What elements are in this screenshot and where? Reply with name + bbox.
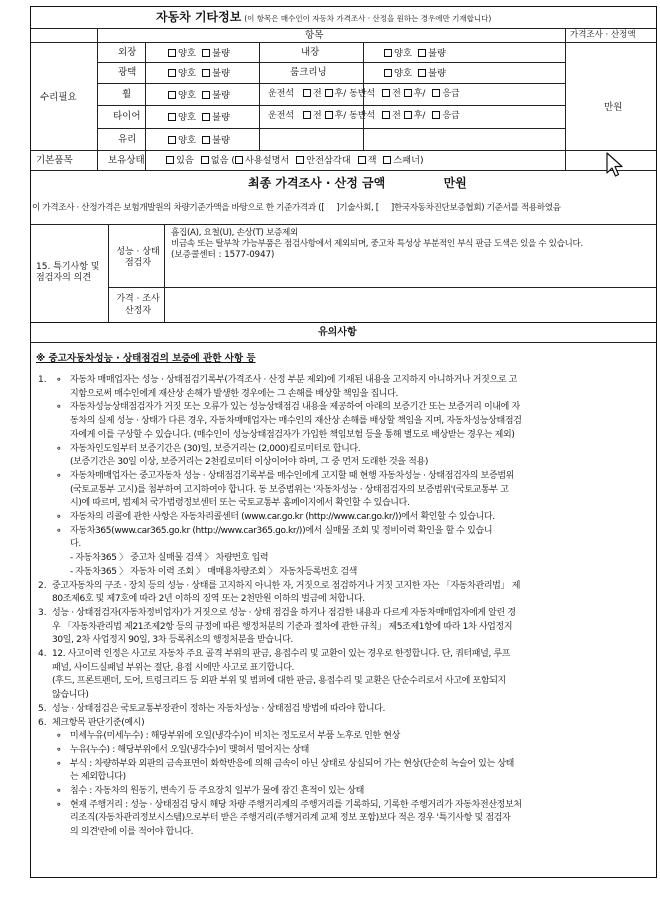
notice-line: 자동차인도일부터 보증기간은 (30)일, 보증거리는 (2,000)킬로미터로 합니다. bbox=[70, 443, 361, 454]
bullet-icon: ∘ bbox=[56, 402, 62, 413]
bullet-icon: ∘ bbox=[56, 799, 62, 810]
driver-rear-checkbox[interactable] bbox=[325, 89, 333, 97]
front-label: 전 bbox=[392, 89, 401, 99]
notice-line: 성능 · 상태점검은 국토교통부장관이 정하는 자동차성능 · 상태점검 방법에 따라야 합니다. bbox=[52, 703, 386, 714]
good-checkbox[interactable] bbox=[168, 91, 176, 99]
notice-line: - 자동차365 〉 자동차 이력 조회 〉 매매용차량조회 〉 자동차등록번호 검색 bbox=[70, 566, 358, 577]
repair-unit: 만원 bbox=[604, 102, 623, 113]
triangle-checkbox[interactable] bbox=[296, 156, 304, 164]
form-title: 자동차 기타정보 bbox=[156, 10, 242, 24]
bad-checkbox[interactable] bbox=[202, 136, 210, 144]
bad-label: 불량 bbox=[211, 68, 230, 79]
notice-line: 는 제외합니다) bbox=[70, 772, 126, 783]
notice-line: (후드, 프론트펜더, 도어, 트렁크리드 등 외판 부위 및 범퍼에 대한 판금, 용접수리 및 교환은 단순수리로서 사고에 포함되지 bbox=[52, 676, 506, 687]
bullet-icon: ∘ bbox=[56, 744, 62, 755]
right-item-0-condition bbox=[384, 48, 446, 59]
good-label: 양호 bbox=[178, 135, 196, 146]
good-label: 양호 bbox=[178, 48, 196, 59]
notice-line: 12. 사고이력 인정은 사고로 자동차 주요 골격 부위의 판금, 용접수리 및 교환이 있는 경우로 한정합니다. 단, 쿼터패널, 루프 bbox=[52, 649, 511, 659]
emergency-label: 응급 bbox=[442, 89, 460, 99]
rule bbox=[31, 322, 656, 323]
notice-line: 누유(누수) : 해당부위에서 오일(냉각수)이 맺혀서 떨어지는 상태 bbox=[70, 744, 309, 755]
front-label: 전 bbox=[392, 111, 401, 121]
notice-line: 현재 주행거리 : 성능 · 상태점검 당시 해당 차량 주행거리계의 주행거리를 기록하되, 기록한 주행거리가 자동차전산정보처 bbox=[70, 799, 522, 810]
passenger-front-checkbox[interactable] bbox=[382, 111, 390, 119]
bad-checkbox[interactable] bbox=[202, 113, 210, 121]
notice-number: 4. bbox=[38, 649, 47, 659]
spanner-checkbox[interactable] bbox=[383, 156, 391, 164]
left-item-4-condition bbox=[168, 135, 230, 146]
driver-front-checkbox[interactable] bbox=[303, 89, 311, 97]
notice-line: 리조직(자동차관리정보시스템)으로부터 받은 주행거리(주행거리계 교체 정보 포함)보다 적은 경우 '특기사항 및 점검자 bbox=[70, 813, 511, 824]
has-checkbox[interactable] bbox=[166, 156, 174, 164]
notice-line: - 자동차365 〉 중고차 실매물 검색 〉 차량번호 입력 bbox=[70, 553, 269, 564]
jack-checkbox[interactable] bbox=[358, 156, 366, 164]
good-checkbox[interactable] bbox=[168, 69, 176, 77]
left-item-1-condition bbox=[168, 68, 230, 79]
item-wheel: 휠 bbox=[122, 89, 132, 100]
left-item-3-condition bbox=[168, 112, 230, 123]
seat-row-1: 운전석 전 후/ 동반석 전 후/ 응급 bbox=[268, 89, 460, 99]
bullet-icon: ∘ bbox=[56, 443, 62, 454]
notice-line: 의 의견'란에 이를 적어야 합니다. bbox=[70, 827, 194, 838]
driver-seat-label: 운전석 bbox=[268, 111, 295, 121]
bullet-icon: ∘ bbox=[56, 512, 62, 522]
notice-line: 자에게 이를 구상할 수 있습니다. (매수인이 성능상태점검자가 가입한 책임보험 등을 통해 별도로 배상받는 경우는 제외) bbox=[70, 429, 515, 440]
triangle-label: 안전삼각대 bbox=[306, 155, 351, 166]
col-item: 항목 bbox=[305, 30, 324, 41]
basic-status-label: 보유상태 bbox=[108, 155, 145, 166]
notice-line: 동차의 실제 성능 · 상태가 다른 경우, 자동차매매업자는 매수인의 재산상 손해를 배상할 책임을 지며, 자동차성능상태점검 bbox=[70, 416, 522, 427]
notice-line: 중고자동차의 구조 · 장치 등의 성능 · 상태를 고지하지 아니한 자, 거짓으로 점검하거나 거짓 고지한 자는 「자동차관리법」 제 bbox=[52, 580, 521, 591]
none-checkbox[interactable] bbox=[201, 156, 209, 164]
form-title-line bbox=[156, 12, 491, 25]
item-tire: 타이어 bbox=[113, 111, 141, 122]
rule bbox=[164, 224, 165, 322]
item-exterior: 외장 bbox=[118, 47, 137, 58]
rule bbox=[259, 42, 260, 150]
rule bbox=[97, 128, 565, 129]
notice-line: 침수 : 자동차의 원동기, 변속기 등 주요장치 일부가 물에 잠긴 흔적이 있는 상태 bbox=[70, 786, 364, 796]
notice-line: 시)에 따르며, 법제처 국가법령정보센터 또는 국토교통부 홈페이지에서 확인할 수 있습니다. bbox=[70, 498, 410, 509]
notice-line: 미세누유(미세누수) : 해당부위에 오일(냉각수)이 비치는 정도로서 부품 노후로 인한 현상 bbox=[70, 731, 400, 742]
bad-label: 불량 bbox=[427, 48, 446, 59]
final-price-label: 최종 가격조사 · 산정 금액 bbox=[248, 176, 386, 190]
bad-checkbox[interactable] bbox=[418, 49, 426, 57]
good-label: 양호 bbox=[178, 90, 196, 101]
bullet-icon: ∘ bbox=[56, 525, 62, 536]
notice-number: 6. bbox=[38, 717, 47, 728]
notice-line: 지함으로써 매수인에게 재산상 손해가 발생한 경우에는 그 손해를 배상할 책임을 집니다. bbox=[70, 388, 399, 399]
front-label: 전 bbox=[312, 111, 322, 121]
price-inspector-label: 가격 · 조사 산정자 bbox=[116, 294, 160, 316]
notice-line: 자동차 매매업자는 성능 · 상태점검기록부(가격조사 · 산정 부분 제외)에 기재된 내용을 고지하지 아니하거나 거짓으로 고 bbox=[70, 375, 518, 385]
group-basic: 기본품목 bbox=[36, 155, 73, 166]
passenger-rear-checkbox[interactable] bbox=[404, 111, 412, 119]
rear-label: 후 bbox=[334, 89, 344, 99]
notice-number: 1. bbox=[38, 375, 47, 385]
has-label: 있음 bbox=[176, 155, 194, 166]
front-label: 전 bbox=[312, 89, 322, 99]
notice-line: 성능 · 상태점검자(자동차정비업자)가 거짓으로 성능 · 상태 점검을 하거나 점검한 내용과 다르게 자동차매매업자에게 알린 경 bbox=[52, 607, 516, 618]
good-checkbox[interactable] bbox=[168, 136, 176, 144]
good-checkbox[interactable] bbox=[168, 49, 176, 57]
item-polish: 광택 bbox=[118, 67, 137, 78]
notice-line: 않습니다) bbox=[52, 690, 89, 701]
left-item-0-condition bbox=[168, 48, 230, 59]
emergency-checkbox[interactable] bbox=[432, 89, 440, 97]
notice-line: 자동차의 리콜에 관한 사항은 자동차리콜센터 (www.car.go.kr (http://www.car.go.kr/))에서 확인할 수 있습니다. bbox=[70, 512, 495, 522]
rear-label: 후 bbox=[413, 89, 423, 99]
good-checkbox[interactable] bbox=[384, 49, 392, 57]
left-item-2-condition bbox=[168, 90, 230, 101]
final-basis bbox=[32, 203, 561, 214]
bad-checkbox[interactable] bbox=[202, 69, 210, 77]
perf-note-1: 흠집(A), 요철(U), 손상(T) 보증제외 bbox=[171, 228, 299, 238]
good-label: 양호 bbox=[178, 68, 196, 79]
bad-label: 불량 bbox=[211, 48, 230, 59]
emergency-checkbox[interactable] bbox=[432, 111, 440, 119]
bad-label: 불량 bbox=[427, 68, 446, 79]
rule bbox=[31, 342, 656, 343]
spanner-label: 스패너 bbox=[393, 155, 421, 166]
col-price: 가격조사 · 산정액 bbox=[570, 30, 636, 40]
mouse-cursor-icon bbox=[605, 151, 625, 179]
jack-label: 잭 bbox=[367, 155, 377, 166]
rule bbox=[97, 105, 565, 106]
rule bbox=[31, 42, 656, 43]
bullet-icon: ∘ bbox=[56, 470, 62, 481]
rule bbox=[97, 62, 565, 63]
manual-checkbox[interactable] bbox=[235, 156, 243, 164]
notice-line: 부식 : 차량하부와 외판의 금속표면이 화학반응에 의해 금속이 아닌 상태로 상실되어 가는 현상(단순히 녹슬어 있는 상태 bbox=[70, 758, 515, 769]
driver-rear-checkbox[interactable] bbox=[325, 111, 333, 119]
notice-line: 다. bbox=[70, 539, 81, 550]
rule bbox=[565, 28, 566, 170]
special-remarks-label: 15. 특기사항 및 점검자의 의견 bbox=[36, 262, 100, 283]
good-checkbox[interactable] bbox=[168, 113, 176, 121]
passenger-seat-label: 동반석 bbox=[349, 89, 376, 99]
good-label: 양호 bbox=[178, 112, 196, 123]
notice-line: 30일, 2차 사업정지 90일, 3차 등록취소의 행정처분을 받습니다. bbox=[52, 635, 293, 646]
none-label: 없음 bbox=[210, 155, 229, 166]
good-label: 양호 bbox=[394, 68, 412, 79]
notice-line: 80조제6호 및 제7호에 따라 2년 이하의 징역 또는 2천만원 이하의 벌금에 처합니다. bbox=[52, 594, 365, 605]
rule bbox=[31, 224, 656, 225]
rule bbox=[97, 83, 565, 84]
driver-seat-label: 운전석 bbox=[268, 89, 295, 99]
group-repair: 수리필요 bbox=[40, 92, 77, 103]
rule bbox=[145, 42, 146, 170]
rear-label: 후 bbox=[334, 111, 344, 121]
basis-text-2: ]기술사회, [ bbox=[336, 203, 379, 213]
item-interior: 내장 bbox=[301, 47, 320, 58]
bad-label: 불량 bbox=[211, 135, 230, 146]
bullet-icon: ∘ bbox=[56, 786, 62, 796]
final-price-unit: 만원 bbox=[443, 176, 467, 190]
driver-front-checkbox[interactable] bbox=[303, 111, 311, 119]
bad-checkbox[interactable] bbox=[202, 91, 210, 99]
rule bbox=[31, 150, 656, 151]
basis-text-3: ]한국자동차진단보증협회) 기준서를 적용하였음 bbox=[390, 203, 561, 213]
good-label: 양호 bbox=[394, 48, 412, 59]
passenger-seat-label: 동반석 bbox=[349, 111, 376, 121]
rule bbox=[31, 28, 656, 29]
emergency-label: 응급 bbox=[442, 111, 460, 121]
notice-line: 자동차성능상태점검자가 거짓 또는 오류가 있는 성능상태점검 내용을 제공하여 아래의 보증기간 또는 보증거리 이내에 자 bbox=[70, 402, 520, 413]
bullet-icon: ∘ bbox=[56, 731, 62, 742]
notice-line: 자동차매매업자는 중고자동차 성능 · 상태점검기록부를 매수인에게 고지할 때 현행 자동차성능 · 상태점검자의 보증범위 bbox=[70, 470, 515, 481]
notice-title: 유의사항 bbox=[318, 327, 357, 338]
notice-line: (국토교통부 고시)를 첨부하여 고지하여야 합니다. 동 보증범위는 '자동차성능 · 상태점검자의 보증범위'(국토교통부 고 bbox=[70, 484, 509, 495]
bullet-icon: ∘ bbox=[56, 375, 62, 385]
notice-heading: ※ 중고자동차성능 · 상태점검의 보증에 관한 사항 등 bbox=[36, 353, 256, 364]
right-item-1-condition bbox=[384, 68, 446, 79]
item-room-cleaning: 룸크리닝 bbox=[290, 67, 327, 78]
notice-number: 3. bbox=[38, 607, 47, 618]
notice-number: 2. bbox=[38, 580, 47, 591]
perf-note-2: 비금속 또는 탈부착 가능부품은 점검사항에서 제외되며, 중고차 특성상 부분적인 부식 판금 도색은 있을 수 있습니다. bbox=[171, 239, 583, 249]
perf-inspector-label: 성능 · 상태 점검자 bbox=[116, 247, 160, 268]
manual-label: 사용설명서 bbox=[244, 155, 290, 166]
bad-label: 불량 bbox=[211, 112, 230, 123]
passenger-front-checkbox[interactable] bbox=[382, 89, 390, 97]
basic-status-options: 있음 없음 ( 사용설명서 안전삼각대 잭 스패너) bbox=[166, 155, 424, 166]
perf-note-3: (보증콜센터 : 1577-0947) bbox=[171, 250, 275, 260]
good-checkbox[interactable] bbox=[384, 69, 392, 77]
notice-line: (보증기간은 30일 이상, 보증거리는 2천킬로미터 이상이어야 하며, 그 중 먼저 도래한 것을 적용) bbox=[70, 457, 428, 468]
notice-line: 패널, 사이드실패널 부위는 절단, 용접 시에만 사고로 표기합니다. bbox=[52, 662, 295, 673]
rule bbox=[108, 287, 656, 288]
form-subtitle: (이 항목은 매수인이 자동차 가격조사 · 산정을 원하는 경우에만 기재합니다) bbox=[244, 14, 492, 23]
final-price-line bbox=[248, 178, 467, 189]
notice-line: 자동차365(www.car365.go.kr (http://www.car365.go.kr/))에서 실매물 조회 및 정비이력 확인을 할 수 있습니 bbox=[70, 525, 493, 536]
bad-label: 불량 bbox=[211, 90, 230, 101]
bad-checkbox[interactable] bbox=[418, 69, 426, 77]
item-glass: 유리 bbox=[118, 134, 137, 145]
rule bbox=[31, 170, 656, 171]
passenger-rear-checkbox[interactable] bbox=[404, 89, 412, 97]
notice-number: 5. bbox=[38, 703, 47, 714]
bullet-icon: ∘ bbox=[56, 758, 62, 769]
rule bbox=[108, 224, 109, 322]
notice-line: 우 「자동차관리법 제21조제2항 등의 규정에 따른 행정처분의 기준과 절차에 관한 규칙」 제5조제1항에 따라 1차 사업정지 bbox=[52, 621, 513, 632]
seat-row-2: 운전석 전 후/ 동반석 전 후/ 응급 bbox=[268, 111, 460, 121]
rule bbox=[97, 28, 98, 170]
bad-checkbox[interactable] bbox=[202, 49, 210, 57]
rear-label: 후 bbox=[413, 111, 423, 121]
notice-line: 체크항목 판단기준(예시) bbox=[52, 717, 145, 728]
basis-text-1: 이 가격조사 · 산정가격은 보험개발원의 차량기준가액을 바탕으로 한 기준가격과 ([ bbox=[32, 203, 325, 213]
